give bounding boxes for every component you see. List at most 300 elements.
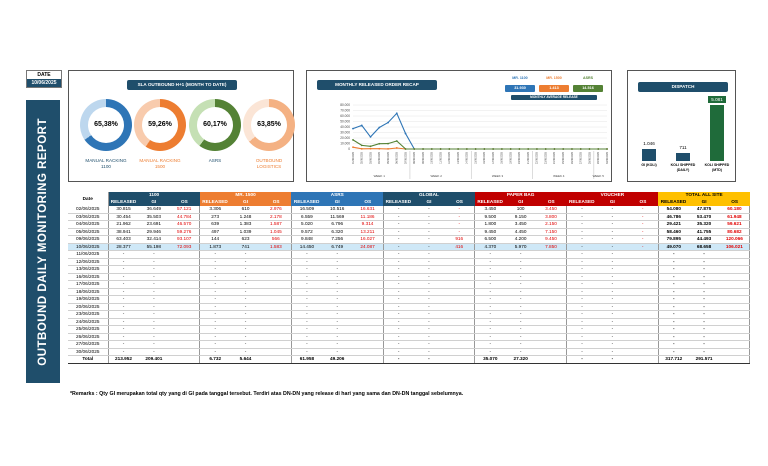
value-cell: - bbox=[505, 326, 536, 334]
value-cell: 53.470 bbox=[689, 213, 720, 221]
value-cell: - bbox=[383, 258, 414, 266]
value-cell: - bbox=[200, 296, 231, 304]
chart-x-tick: 30/06/2025 bbox=[605, 152, 609, 164]
sub-header: OS bbox=[444, 199, 475, 206]
recap-title: MONTHLY RELEASED ORDER RECAP bbox=[317, 80, 437, 90]
value-cell: - bbox=[322, 258, 353, 266]
dispatch-bar-value: 711 bbox=[679, 145, 687, 151]
os-cell: - bbox=[444, 213, 475, 221]
sla-donut-unit: % bbox=[165, 121, 172, 128]
sla-donut-unit: % bbox=[111, 121, 118, 128]
value-cell: - bbox=[322, 266, 353, 274]
chart-point bbox=[361, 144, 363, 146]
value-cell: - bbox=[108, 296, 139, 304]
chart-point bbox=[580, 148, 582, 150]
value-cell: - bbox=[383, 243, 414, 251]
os-cell bbox=[536, 266, 567, 274]
value-cell: - bbox=[322, 311, 353, 319]
dispatch-bar-label: KOLI SHIPPED (MTD) bbox=[704, 163, 730, 172]
sla-donut-label-text: OUTBOUND bbox=[255, 158, 283, 163]
value-cell: - bbox=[414, 348, 445, 356]
value-cell: 38.941 bbox=[108, 228, 139, 236]
date-label: DATE bbox=[27, 71, 61, 79]
value-cell: - bbox=[567, 341, 598, 349]
chart-point bbox=[352, 146, 354, 148]
os-cell: - bbox=[628, 206, 659, 213]
value-cell: - bbox=[567, 236, 598, 244]
os-cell bbox=[628, 348, 659, 356]
os-cell: - bbox=[628, 213, 659, 221]
value-cell: 35.503 bbox=[139, 213, 170, 221]
os-cell bbox=[719, 318, 750, 326]
value-cell: - bbox=[383, 348, 414, 356]
value-cell: - bbox=[291, 288, 322, 296]
value-cell: - bbox=[567, 206, 598, 213]
chart-x-tick: 22/06/2025 bbox=[535, 152, 539, 164]
chart-point bbox=[387, 122, 389, 124]
chart-point bbox=[396, 112, 398, 114]
value-cell: 58.460 bbox=[658, 228, 689, 236]
table-row bbox=[68, 303, 750, 311]
os-cell bbox=[169, 266, 200, 274]
value-cell: - bbox=[689, 281, 720, 289]
sla-donut bbox=[134, 99, 186, 151]
sla-donut bbox=[189, 99, 241, 151]
value-cell: - bbox=[322, 318, 353, 326]
chart-x-tick: 23/06/2025 bbox=[544, 152, 548, 164]
chart-point bbox=[413, 148, 415, 150]
os-cell: 24.087 bbox=[353, 243, 384, 251]
value-cell: - bbox=[567, 333, 598, 341]
value-cell: - bbox=[567, 213, 598, 221]
chart-point bbox=[422, 148, 424, 150]
sub-header: GI bbox=[414, 199, 445, 206]
value-cell: 27.320 bbox=[505, 356, 536, 364]
sla-donut-percent: 59,26 bbox=[148, 121, 166, 128]
value-cell: - bbox=[139, 266, 170, 274]
value-cell: - bbox=[597, 311, 628, 319]
chart-point bbox=[448, 148, 450, 150]
chart-y-tick: 60.000 bbox=[340, 114, 350, 119]
value-cell: - bbox=[414, 333, 445, 341]
value-cell: - bbox=[567, 296, 598, 304]
os-cell bbox=[169, 281, 200, 289]
value-cell: - bbox=[567, 266, 598, 274]
value-cell: 3.450 bbox=[505, 221, 536, 229]
value-cell: - bbox=[505, 303, 536, 311]
value-cell: - bbox=[475, 311, 506, 319]
os-cell bbox=[444, 296, 475, 304]
os-cell bbox=[536, 258, 567, 266]
sla-donut bbox=[80, 99, 132, 151]
chart-point bbox=[431, 148, 433, 150]
value-cell: - bbox=[475, 348, 506, 356]
table-row bbox=[68, 333, 750, 341]
table-sub-header-row bbox=[68, 199, 750, 206]
value-cell: - bbox=[475, 266, 506, 274]
dispatch-bar-label: KOLI SHIPPED (DAILY) bbox=[670, 163, 696, 172]
value-cell: 35.320 bbox=[689, 221, 720, 229]
value-cell: - bbox=[597, 228, 628, 236]
chart-series-line bbox=[353, 140, 607, 149]
value-cell: - bbox=[230, 251, 261, 259]
value-cell: - bbox=[475, 273, 506, 281]
value-cell: - bbox=[108, 348, 139, 356]
value-cell: - bbox=[597, 303, 628, 311]
value-cell: - bbox=[567, 243, 598, 251]
value-cell: - bbox=[291, 318, 322, 326]
os-cell: - bbox=[628, 221, 659, 229]
value-cell: 29.946 bbox=[139, 228, 170, 236]
value-cell: - bbox=[383, 318, 414, 326]
os-cell bbox=[353, 326, 384, 334]
value-cell: - bbox=[414, 228, 445, 236]
value-cell: - bbox=[414, 326, 445, 334]
chart-point bbox=[370, 136, 372, 138]
value-cell: - bbox=[597, 273, 628, 281]
os-cell bbox=[628, 326, 659, 334]
os-cell: 9.314 bbox=[353, 221, 384, 229]
value-cell: - bbox=[505, 281, 536, 289]
value-cell: - bbox=[689, 303, 720, 311]
os-cell bbox=[628, 266, 659, 274]
value-cell: 4.200 bbox=[505, 236, 536, 244]
value-cell: - bbox=[139, 348, 170, 356]
os-cell bbox=[444, 341, 475, 349]
row-date: 11/06/2025 bbox=[68, 251, 108, 259]
sub-header: GI bbox=[689, 199, 720, 206]
os-cell bbox=[261, 296, 292, 304]
value-cell: - bbox=[108, 326, 139, 334]
row-date: 26/06/2025 bbox=[68, 333, 108, 341]
value-cell: - bbox=[200, 288, 231, 296]
sub-header: RELEASED bbox=[108, 199, 139, 206]
value-cell: 28.377 bbox=[108, 243, 139, 251]
value-cell: - bbox=[597, 251, 628, 259]
os-cell: 416 bbox=[444, 243, 475, 251]
row-date: 17/06/2025 bbox=[68, 281, 108, 289]
chart-x-tick: 03/06/2025 bbox=[369, 152, 373, 164]
sub-header: OS bbox=[536, 199, 567, 206]
chart-point bbox=[361, 124, 363, 126]
value-cell: - bbox=[597, 221, 628, 229]
value-cell: - bbox=[689, 348, 720, 356]
os-cell bbox=[261, 251, 292, 259]
value-cell: - bbox=[291, 303, 322, 311]
chart-x-tick: 01/06/2025 bbox=[351, 152, 355, 164]
value-cell: - bbox=[230, 348, 261, 356]
os-cell: 80.682 bbox=[719, 228, 750, 236]
os-cell bbox=[536, 356, 567, 364]
os-cell bbox=[536, 326, 567, 334]
chart-x-tick: 25/06/2025 bbox=[562, 152, 566, 164]
row-date: 25/06/2025 bbox=[68, 326, 108, 334]
os-cell: 59.276 bbox=[169, 228, 200, 236]
os-cell bbox=[628, 333, 659, 341]
table-row bbox=[68, 266, 750, 274]
chart-point bbox=[370, 145, 372, 147]
os-cell bbox=[536, 318, 567, 326]
chart-week-label: WEEK 3 bbox=[491, 174, 504, 178]
os-cell bbox=[628, 341, 659, 349]
recap-summary-value: 14.516 bbox=[573, 85, 603, 92]
value-cell: - bbox=[597, 318, 628, 326]
value-cell: - bbox=[414, 318, 445, 326]
value-cell: - bbox=[322, 296, 353, 304]
chart-point bbox=[475, 148, 477, 150]
os-cell bbox=[261, 333, 292, 341]
sla-donut-value bbox=[88, 107, 124, 143]
value-cell: - bbox=[291, 281, 322, 289]
chart-x-tick: 29/06/2025 bbox=[597, 152, 601, 164]
value-cell: - bbox=[139, 333, 170, 341]
sla-donut-label bbox=[231, 158, 307, 170]
outbound-table bbox=[68, 192, 750, 364]
table-row bbox=[68, 318, 750, 326]
value-cell: 30.815 bbox=[108, 206, 139, 213]
chart-y-tick: 0 bbox=[348, 147, 350, 152]
row-date: 02/06/2025 bbox=[68, 206, 108, 213]
table-row bbox=[68, 258, 750, 266]
chart-point bbox=[378, 127, 380, 129]
os-cell bbox=[719, 281, 750, 289]
os-cell bbox=[169, 296, 200, 304]
value-cell: - bbox=[291, 341, 322, 349]
recap-summary-note: MONTHLY AVERAGE RELEASE bbox=[511, 95, 597, 100]
value-cell: - bbox=[567, 318, 598, 326]
value-cell: - bbox=[230, 311, 261, 319]
os-cell: 16.631 bbox=[353, 206, 384, 213]
value-cell: 23.691 bbox=[139, 221, 170, 229]
table-row bbox=[68, 206, 750, 213]
chart-x-tick: 20/06/2025 bbox=[518, 152, 522, 164]
value-cell: - bbox=[322, 333, 353, 341]
value-cell: - bbox=[383, 251, 414, 259]
value-cell: - bbox=[200, 326, 231, 334]
value-cell: - bbox=[475, 303, 506, 311]
total-row bbox=[68, 356, 750, 364]
os-cell bbox=[444, 311, 475, 319]
os-cell bbox=[353, 348, 384, 356]
table-row bbox=[68, 311, 750, 319]
value-cell: - bbox=[597, 326, 628, 334]
chart-week-label: WEEK 2 bbox=[430, 174, 442, 178]
chart-point bbox=[396, 140, 398, 142]
os-cell: 59.621 bbox=[719, 221, 750, 229]
value-cell: 9.500 bbox=[475, 213, 506, 221]
chart-x-tick: 16/06/2025 bbox=[483, 152, 487, 164]
os-cell bbox=[261, 311, 292, 319]
chart-point bbox=[545, 148, 547, 150]
os-cell bbox=[169, 341, 200, 349]
chart-point bbox=[536, 148, 538, 150]
table-row bbox=[68, 251, 750, 259]
row-date: 19/06/2025 bbox=[68, 296, 108, 304]
value-cell: - bbox=[108, 333, 139, 341]
group-header: MR. 1500 bbox=[200, 192, 292, 199]
os-cell: - bbox=[444, 221, 475, 229]
chart-week-label: WEEK 5 bbox=[592, 174, 604, 178]
os-cell: - bbox=[444, 228, 475, 236]
value-cell: 46.786 bbox=[658, 213, 689, 221]
os-cell bbox=[719, 266, 750, 274]
row-date: 09/06/2025 bbox=[68, 236, 108, 244]
os-cell: 93.107 bbox=[169, 236, 200, 244]
chart-point bbox=[501, 148, 503, 150]
value-cell: 63.403 bbox=[108, 236, 139, 244]
value-cell: - bbox=[567, 258, 598, 266]
value-cell: - bbox=[383, 213, 414, 221]
value-cell: - bbox=[200, 318, 231, 326]
value-cell: 68.658 bbox=[689, 243, 720, 251]
value-cell: - bbox=[139, 326, 170, 334]
value-cell: - bbox=[475, 318, 506, 326]
os-cell bbox=[169, 288, 200, 296]
os-cell bbox=[444, 273, 475, 281]
value-cell: - bbox=[383, 311, 414, 319]
os-cell bbox=[719, 356, 750, 364]
value-cell: 30.454 bbox=[108, 213, 139, 221]
value-cell: - bbox=[475, 288, 506, 296]
value-cell: - bbox=[383, 273, 414, 281]
value-cell: - bbox=[230, 266, 261, 274]
table-row bbox=[68, 273, 750, 281]
value-cell: - bbox=[475, 251, 506, 259]
value-cell: - bbox=[689, 266, 720, 274]
os-cell bbox=[444, 288, 475, 296]
value-cell: - bbox=[200, 333, 231, 341]
sub-header: OS bbox=[719, 199, 750, 206]
table-row bbox=[68, 213, 750, 221]
os-cell bbox=[353, 356, 384, 364]
sub-header: RELEASED bbox=[200, 199, 231, 206]
os-cell bbox=[719, 258, 750, 266]
group-header: ASRS bbox=[291, 192, 383, 199]
value-cell: - bbox=[414, 281, 445, 289]
row-date: 20/06/2025 bbox=[68, 303, 108, 311]
value-cell: - bbox=[383, 326, 414, 334]
value-cell: - bbox=[658, 303, 689, 311]
value-cell: - bbox=[414, 288, 445, 296]
value-cell: 9.150 bbox=[505, 213, 536, 221]
value-cell: 3.450 bbox=[475, 206, 506, 213]
sla-title: SLA OUTBOUND H+1 (MONTH TO DATE) bbox=[127, 80, 237, 90]
sub-header: OS bbox=[169, 199, 200, 206]
os-cell bbox=[719, 303, 750, 311]
sla-donut-label-text: ASRS bbox=[208, 158, 222, 163]
value-cell: - bbox=[230, 341, 261, 349]
value-cell: - bbox=[322, 348, 353, 356]
value-cell: - bbox=[658, 281, 689, 289]
value-cell: 9.848 bbox=[291, 236, 322, 244]
value-cell: - bbox=[689, 288, 720, 296]
value-cell: - bbox=[475, 296, 506, 304]
value-cell: - bbox=[230, 281, 261, 289]
value-cell: - bbox=[475, 258, 506, 266]
value-cell: - bbox=[291, 258, 322, 266]
os-cell: 106.021 bbox=[719, 243, 750, 251]
sub-header: GI bbox=[597, 199, 628, 206]
value-cell: - bbox=[567, 251, 598, 259]
group-header: TOTAL ALL SITE bbox=[658, 192, 750, 199]
value-cell: 16.509 bbox=[291, 206, 322, 213]
row-date: 05/06/2025 bbox=[68, 228, 108, 236]
value-cell: - bbox=[689, 296, 720, 304]
sub-header: GI bbox=[230, 199, 261, 206]
os-cell: 9.450 bbox=[536, 236, 567, 244]
chart-x-tick: 11/06/2025 bbox=[439, 152, 443, 164]
value-cell: 273 bbox=[200, 213, 231, 221]
os-cell bbox=[628, 318, 659, 326]
os-cell: 566 bbox=[261, 236, 292, 244]
os-cell bbox=[536, 273, 567, 281]
os-cell bbox=[444, 281, 475, 289]
os-cell bbox=[719, 333, 750, 341]
value-cell: - bbox=[414, 273, 445, 281]
value-cell: - bbox=[200, 341, 231, 349]
value-cell: - bbox=[383, 228, 414, 236]
value-cell: - bbox=[291, 311, 322, 319]
os-cell bbox=[444, 258, 475, 266]
os-cell bbox=[536, 288, 567, 296]
sub-header: RELEASED bbox=[291, 199, 322, 206]
value-cell: - bbox=[322, 281, 353, 289]
table-row bbox=[68, 236, 750, 244]
value-cell: - bbox=[505, 348, 536, 356]
os-cell bbox=[169, 258, 200, 266]
value-cell: - bbox=[291, 326, 322, 334]
value-cell: - bbox=[291, 273, 322, 281]
value-cell: - bbox=[658, 273, 689, 281]
row-date: 24/06/2025 bbox=[68, 318, 108, 326]
chart-y-tick: 10.000 bbox=[340, 141, 350, 146]
chart-y-tick: 70.000 bbox=[340, 108, 350, 113]
value-cell: - bbox=[414, 213, 445, 221]
value-cell: - bbox=[230, 318, 261, 326]
value-cell: - bbox=[597, 266, 628, 274]
os-cell: - bbox=[628, 243, 659, 251]
os-cell bbox=[353, 303, 384, 311]
value-cell: 11.569 bbox=[322, 213, 353, 221]
chart-x-tick: 28/06/2025 bbox=[588, 152, 592, 164]
value-cell: 44.493 bbox=[689, 236, 720, 244]
value-cell: 49.206 bbox=[322, 356, 353, 364]
chart-x-tick: 09/06/2025 bbox=[421, 152, 425, 164]
os-cell bbox=[628, 296, 659, 304]
value-cell: - bbox=[108, 318, 139, 326]
remarks-note: *Remarks : Qty GI merupakan total qty yang di GI pada tanggal tersebut. Terdiri atas DN-DN yang release di hari yang sama dan DN-DN tanggal sebelumnya. bbox=[70, 391, 464, 397]
value-cell: 1.039 bbox=[230, 228, 261, 236]
value-cell: - bbox=[658, 258, 689, 266]
value-cell: - bbox=[505, 296, 536, 304]
dispatch-bar bbox=[676, 153, 690, 161]
value-cell: - bbox=[230, 296, 261, 304]
os-cell bbox=[169, 251, 200, 259]
chart-point bbox=[387, 143, 389, 145]
value-cell: 209.401 bbox=[139, 356, 170, 364]
value-cell: 213.952 bbox=[108, 356, 139, 364]
value-cell: - bbox=[597, 258, 628, 266]
value-cell: - bbox=[597, 206, 628, 213]
value-cell: - bbox=[414, 356, 445, 364]
os-cell bbox=[719, 288, 750, 296]
dispatch-panel bbox=[627, 70, 736, 182]
os-cell bbox=[719, 273, 750, 281]
chart-point bbox=[352, 139, 354, 141]
os-cell bbox=[353, 288, 384, 296]
value-cell: - bbox=[414, 251, 445, 259]
value-cell: - bbox=[414, 206, 445, 213]
